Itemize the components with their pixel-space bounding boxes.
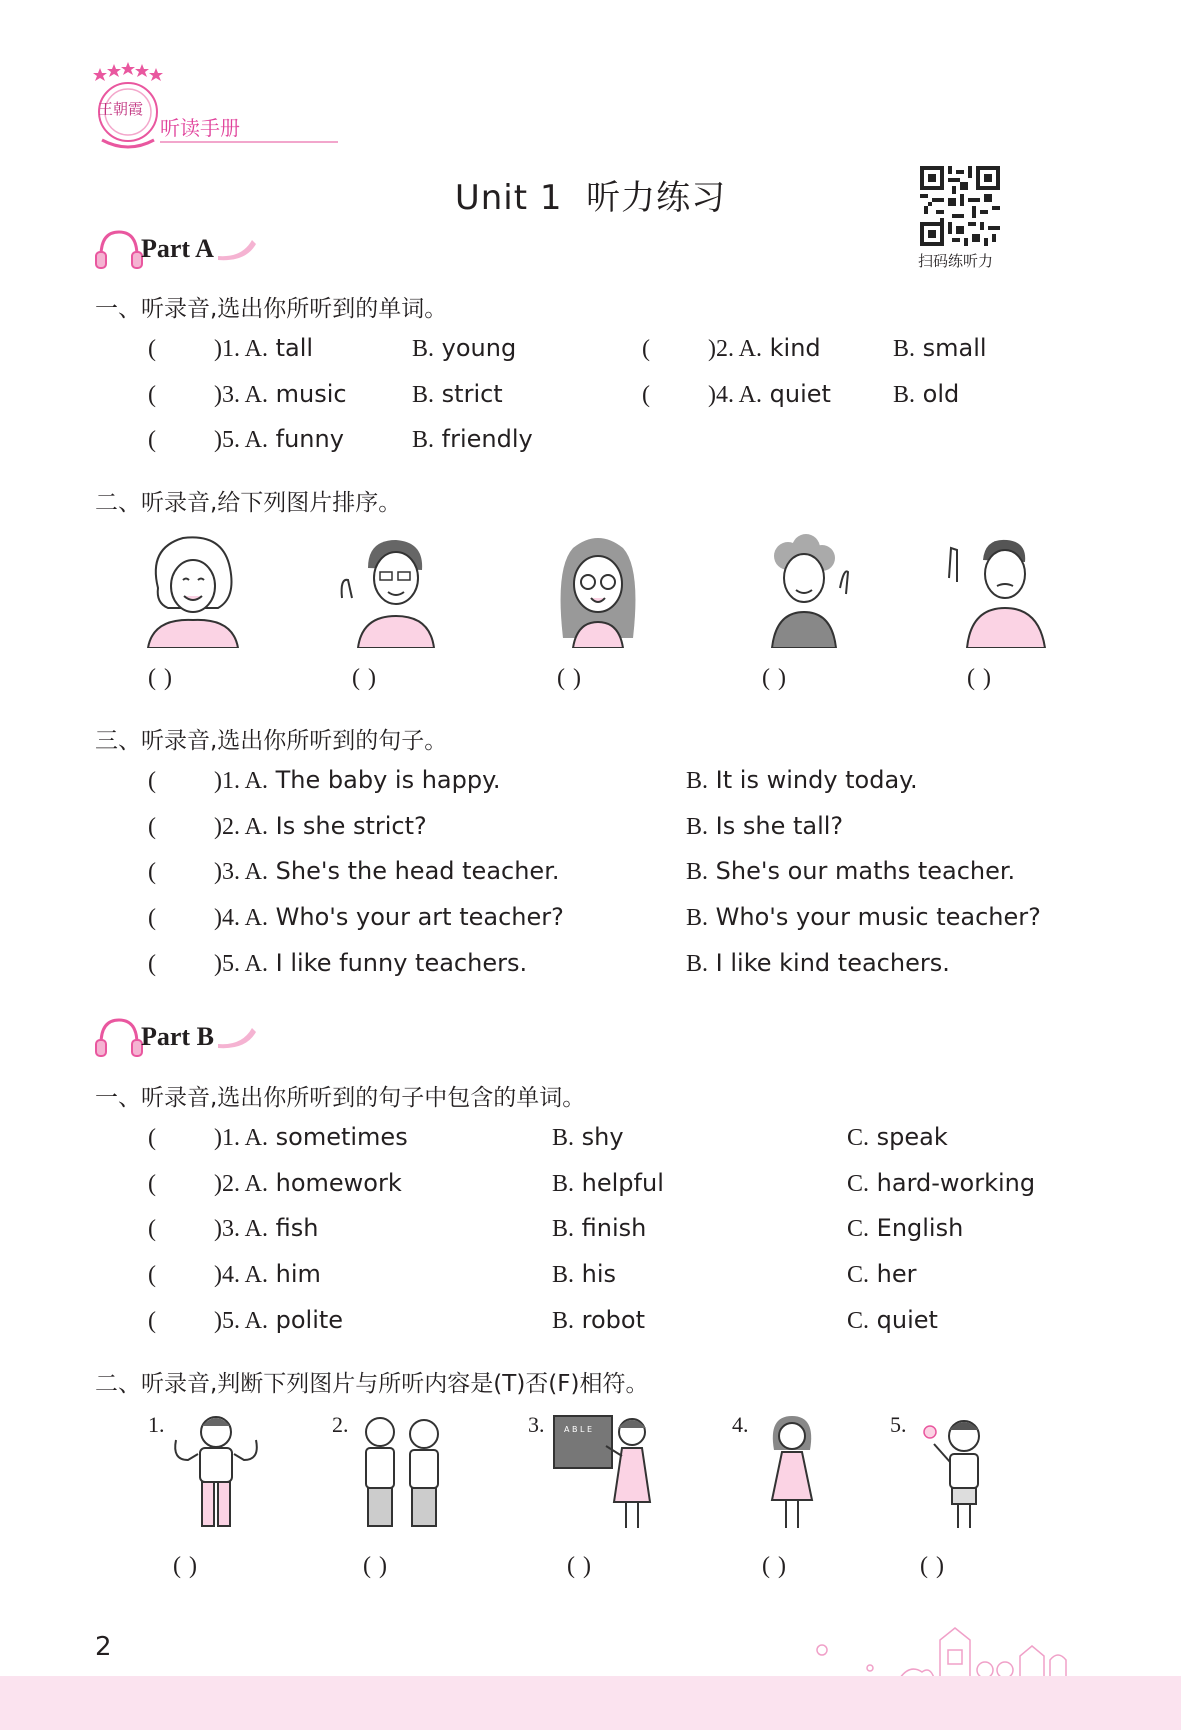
list-item[interactable]: ( )1. A. sometimes bbox=[148, 1123, 408, 1151]
logo-text: 王朝霞 bbox=[98, 100, 144, 118]
part-b-q2-heading: 二、听录音,判断下列图片与所听内容是(T)否(F)相符。 bbox=[95, 1371, 649, 1397]
ribbon-tail-icon bbox=[218, 236, 258, 262]
option-b[interactable]: B. finish bbox=[552, 1214, 647, 1242]
option-b[interactable]: B. I like kind teachers. bbox=[686, 949, 950, 977]
answer-blank[interactable]: ( ) bbox=[567, 1553, 591, 1579]
answer-blank[interactable]: ( ) bbox=[363, 1553, 387, 1579]
town-decoration-icon bbox=[810, 1620, 1070, 1680]
title-chinese: 听力练习 bbox=[586, 178, 727, 218]
headphones-icon bbox=[93, 1014, 143, 1060]
page-title bbox=[0, 170, 1181, 219]
answer-blank[interactable]: ( ) bbox=[762, 665, 786, 691]
part-a-q1-heading: 一、听录音,选出你所听到的单词。 bbox=[95, 296, 448, 322]
list-item[interactable]: ( )1. A. tall bbox=[148, 334, 314, 362]
answer-blank[interactable]: ( ) bbox=[920, 1553, 944, 1579]
picture-number: 5. bbox=[890, 1412, 907, 1437]
list-item[interactable]: ( )3. A. fish bbox=[148, 1214, 319, 1242]
answer-blank[interactable]: ( ) bbox=[557, 665, 581, 691]
part-b-label bbox=[93, 1014, 258, 1060]
picture-number: 2. bbox=[332, 1412, 349, 1437]
part-a-q3-heading: 三、听录音,选出你所听到的句子。 bbox=[95, 728, 448, 754]
teacher-at-board-picture-icon bbox=[552, 1412, 656, 1534]
option-c[interactable]: C. speak bbox=[847, 1123, 948, 1151]
option-b[interactable]: B. old bbox=[893, 380, 960, 408]
man-pointing-portrait-icon bbox=[945, 528, 1055, 648]
header-divider bbox=[160, 141, 338, 143]
option-b[interactable]: B. She's our maths teacher. bbox=[686, 857, 1016, 885]
option-b[interactable]: B. helpful bbox=[552, 1169, 664, 1197]
list-item[interactable]: ( )3. A. She's the head teacher. bbox=[148, 857, 560, 885]
answer-blank[interactable]: ( ) bbox=[148, 665, 172, 691]
old-woman-portrait-icon bbox=[138, 528, 248, 648]
option-b[interactable]: B. Who's your music teacher? bbox=[686, 903, 1041, 931]
qr-caption: 扫码练听力 bbox=[918, 252, 994, 270]
part-a-text: Part A bbox=[141, 234, 214, 263]
list-item[interactable]: ( )5. A. polite bbox=[148, 1306, 344, 1334]
list-item[interactable]: ( )4. A. him bbox=[148, 1260, 321, 1288]
list-item[interactable]: ( )4. A. quiet bbox=[642, 380, 831, 408]
answer-blank[interactable]: ( ) bbox=[352, 665, 376, 691]
answer-blank[interactable]: ( ) bbox=[967, 665, 991, 691]
boy-with-idea-picture-icon bbox=[918, 1410, 998, 1534]
part-b-q1-heading: 一、听录音,选出你所听到的句子中包含的单词。 bbox=[95, 1085, 586, 1111]
option-b[interactable]: B. It is windy today. bbox=[686, 766, 918, 794]
old-couple-picture-icon bbox=[352, 1410, 452, 1534]
part-a-label bbox=[93, 226, 258, 272]
part-a-q2-heading: 二、听录音,给下列图片排序。 bbox=[95, 490, 402, 516]
option-c[interactable]: C. quiet bbox=[847, 1306, 938, 1334]
option-b[interactable]: B. small bbox=[893, 334, 987, 362]
unit-label: Unit 1 bbox=[454, 178, 563, 218]
list-item[interactable]: ( )3. A. music bbox=[148, 380, 347, 408]
list-item[interactable]: ( )2. A. homework bbox=[148, 1169, 402, 1197]
picture-number: 1. bbox=[148, 1412, 165, 1437]
part-b-text: Part B bbox=[141, 1022, 214, 1051]
list-item[interactable]: ( )5. A. funny bbox=[148, 425, 344, 453]
footer-band bbox=[0, 1676, 1181, 1730]
qr-code-icon[interactable] bbox=[920, 166, 1000, 246]
list-item[interactable]: ( )1. A. The baby is happy. bbox=[148, 766, 501, 794]
woman-glasses-portrait-icon bbox=[543, 528, 653, 648]
option-c[interactable]: C. English bbox=[847, 1214, 964, 1242]
option-b[interactable]: B. shy bbox=[552, 1123, 624, 1151]
list-item[interactable]: ( )2. A. Is she strict? bbox=[148, 812, 427, 840]
list-item[interactable]: ( )5. A. I like funny teachers. bbox=[148, 949, 528, 977]
option-b[interactable]: B. strict bbox=[412, 380, 503, 408]
page-number: 2 bbox=[95, 1632, 112, 1662]
curly-hair-woman-portrait-icon bbox=[748, 528, 858, 648]
option-b[interactable]: B. young bbox=[412, 334, 517, 362]
girl-picture-icon bbox=[762, 1410, 822, 1534]
answer-blank[interactable]: ( ) bbox=[173, 1553, 197, 1579]
list-item[interactable]: ( )2. A. kind bbox=[642, 334, 821, 362]
strong-boy-picture-icon bbox=[168, 1410, 264, 1534]
answer-blank[interactable]: ( ) bbox=[762, 1553, 786, 1579]
option-b[interactable]: B. friendly bbox=[412, 425, 533, 453]
section-label: 听读手册 bbox=[160, 116, 240, 140]
picture-number: 4. bbox=[732, 1412, 749, 1437]
board-text: A B L E bbox=[564, 1425, 593, 1434]
option-b[interactable]: B. his bbox=[552, 1260, 617, 1288]
man-waving-portrait-icon bbox=[338, 528, 448, 648]
picture-number: 3. bbox=[528, 1412, 545, 1437]
ribbon-tail-icon bbox=[218, 1024, 258, 1050]
option-c[interactable]: C. hard-working bbox=[847, 1169, 1036, 1197]
headphones-icon bbox=[93, 226, 143, 272]
list-item[interactable]: ( )4. A. Who's your art teacher? bbox=[148, 903, 564, 931]
option-b[interactable]: B. robot bbox=[552, 1306, 646, 1334]
option-c[interactable]: C. her bbox=[847, 1260, 917, 1288]
option-b[interactable]: B. Is she tall? bbox=[686, 812, 844, 840]
